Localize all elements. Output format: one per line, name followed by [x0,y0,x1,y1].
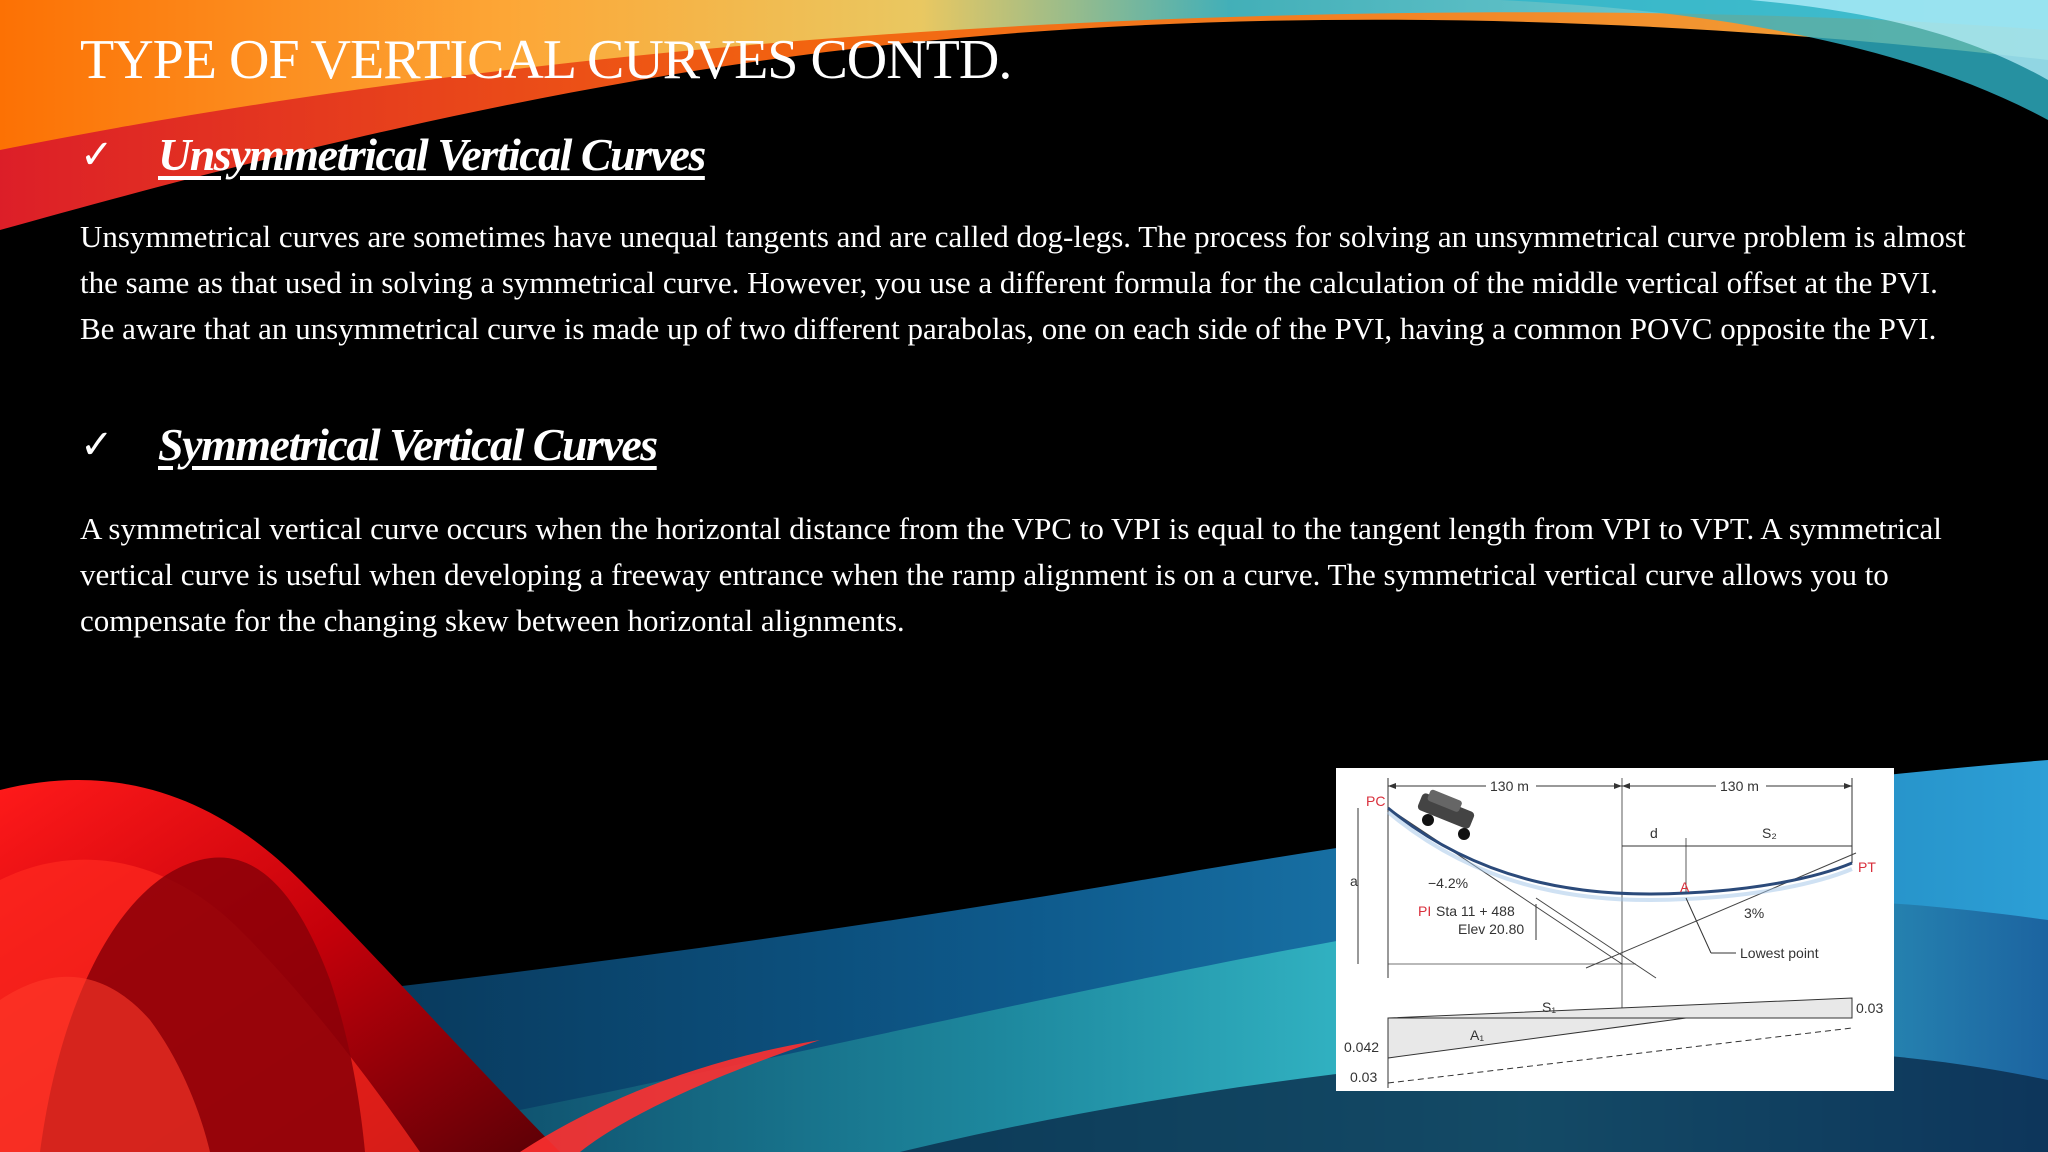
slide-title: TYPE OF VERTICAL CURVES CONTD. [80,29,1012,91]
diagram-drawing [1336,768,1894,1091]
dim-label-right: 130 m [1720,778,1759,794]
label-grade-left: −4.2% [1428,875,1469,891]
label-042: 0.042 [1344,1039,1380,1055]
section-heading-text: Symmetrical Vertical Curves [158,419,657,470]
section-heading-unsymmetrical [80,128,705,181]
label-pt: PT [1858,859,1876,875]
label-grade-right: 3% [1744,905,1765,921]
car-icon [1417,789,1476,840]
dim-label-d: d [1650,825,1658,841]
label-station: Sta 11 + 488 [1436,903,1515,919]
label-s1: S₁ [1542,999,1557,1015]
vertical-curve-diagram [1336,768,1894,1091]
section-body-unsymmetrical: Unsymmetrical curves are sometimes have unequal tangents and are called dog-legs. The process for solving an unsymmetrical curve problem is almost the same as that used in solving a symmetrical curve. However, you use a different formula for the calculation of the middle vertical offset at the PVI. Be aware that an unsymmetrical curve is made up of two different parabolas, one on each side of the PVI, having a common POVC opposite the PVI. [80,219,1966,346]
label-pi: PI [1418,903,1432,919]
label-a-upper: A [1680,879,1690,895]
section-heading-text: Unsymmetrical Vertical Curves [158,129,705,180]
label-a1: A₁ [1470,1027,1485,1043]
label-elevation: Elev 20.80 [1458,921,1525,937]
label-03-right: 0.03 [1856,1000,1884,1016]
dim-label-s2: S₂ [1762,825,1777,841]
label-03-left: 0.03 [1350,1069,1378,1085]
checkmark-icon: ✓ [80,131,114,178]
section-heading-symmetrical [80,418,657,471]
label-pc: PC [1366,793,1386,809]
section-body-symmetrical: A symmetrical vertical curve occurs when the horizontal distance from the VPC to VPI is equal to the tangent length from VPI to VPT. A symmetrical vertical curve is useful when developing a freeway entrance when the ramp alignment is on a curve. The symmetrical vertical curve allows you to compensate for the changing skew between horizontal alignments. [80,511,1942,638]
label-lowest-point: Lowest point [1740,945,1819,961]
checkmark-icon: ✓ [80,421,114,468]
dim-label-a: a [1350,873,1358,889]
dim-label-left: 130 m [1490,778,1529,794]
